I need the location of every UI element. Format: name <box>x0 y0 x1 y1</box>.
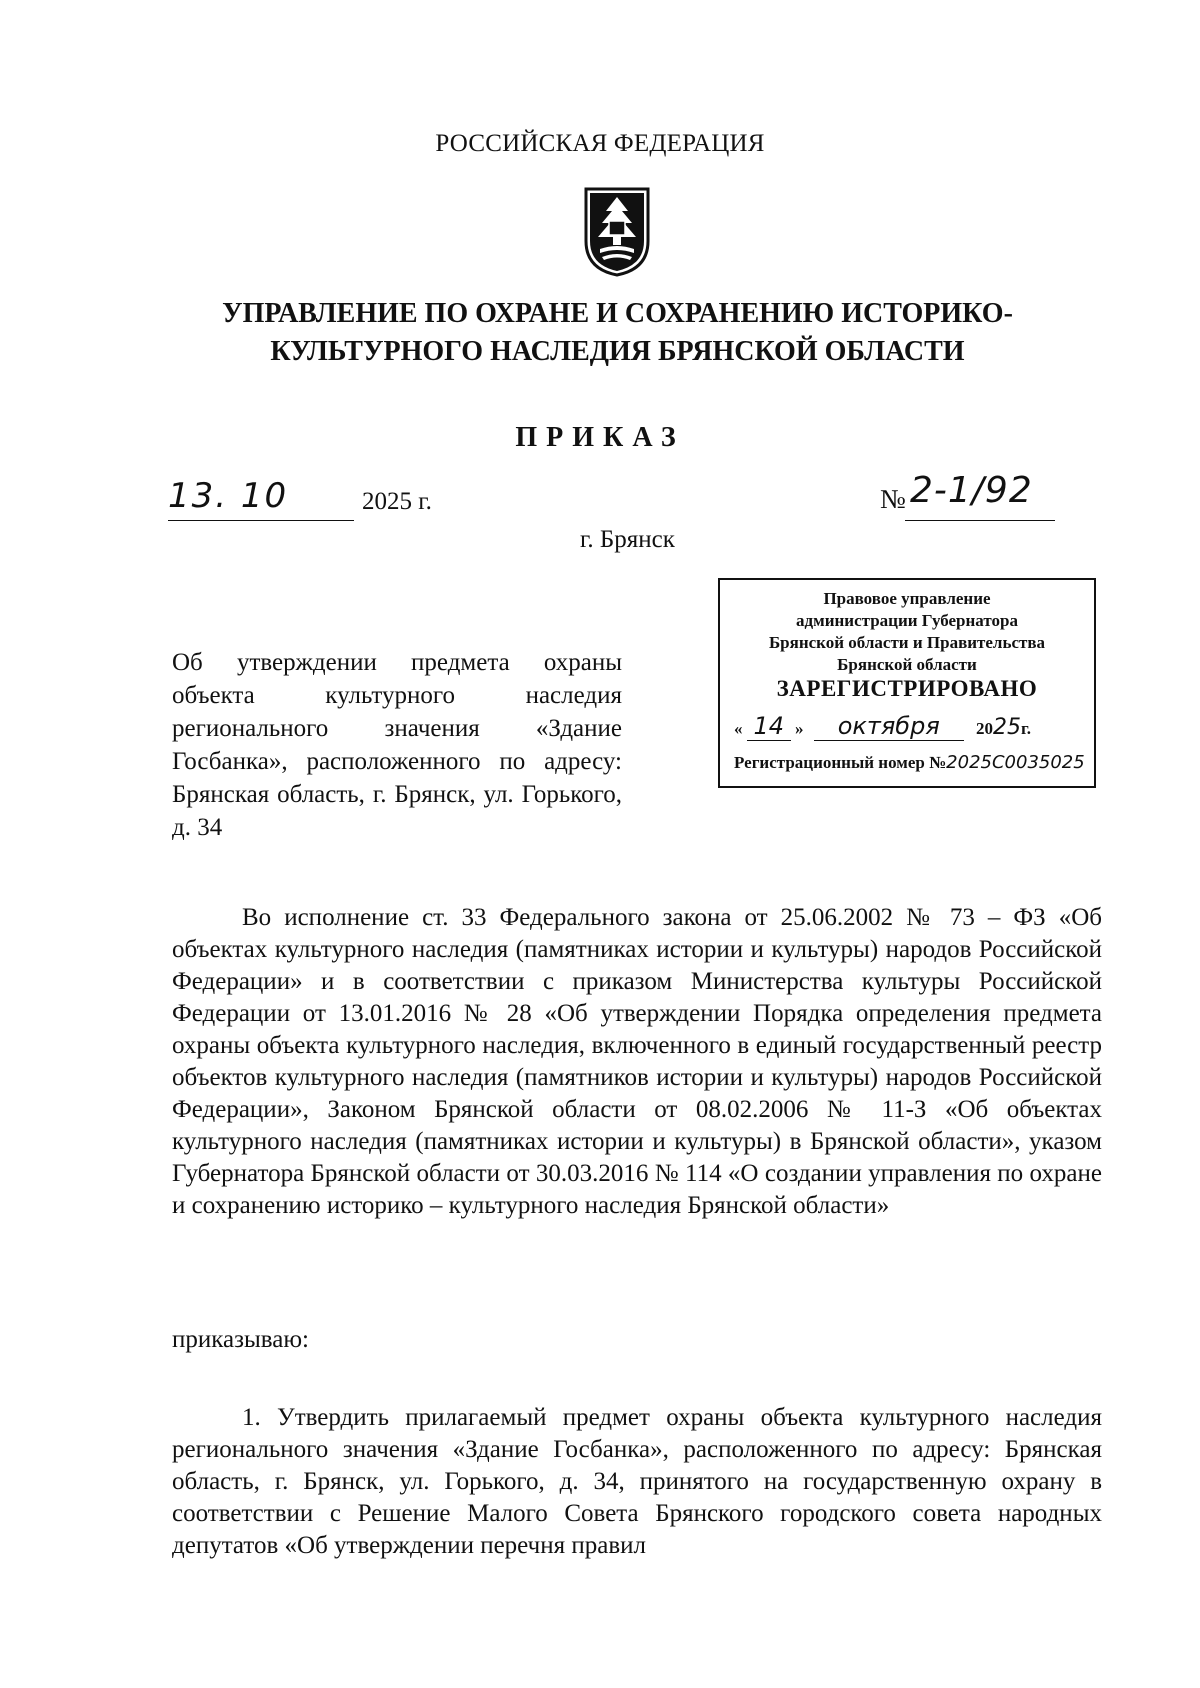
stamp-reg-label: Регистрационный номер № <box>734 753 947 772</box>
stamp-quote-open: « <box>734 719 743 738</box>
registration-stamp <box>718 578 1096 788</box>
order-subject: Об утверждении предмета охраны объекта культурного наследия регионального значения «Здание Госбанка», расположенного по адресу: Брянская область, г. Брянск, ул. Горького, д. 34 <box>172 649 622 841</box>
order-word: приказываю: <box>172 1326 309 1353</box>
stamp-year-prefix: 20 <box>976 719 993 738</box>
stamp-line4: Брянской области <box>837 655 977 674</box>
agency-name-line1: УПРАВЛЕНИЕ ПО ОХРАНЕ И СОХРАНЕНИЮ ИСТОРИКО- <box>222 298 1013 329</box>
preamble-paragraph: Во исполнение ст. 33 Федерального закона от 25.06.2002 № 73 – ФЗ «Об объектах культурного наследия (памятниках истории и культуры) народов Российской Федерации» и в соответствии с приказом Министерства культуры Российской Федерации от 13.01.2016 № 28 «Об утверждении Порядка определения предмета охраны объекта культурного наследия, включенного в единый государственный реестр объектов культурного наследия (памятников истории и культуры) народов Российской Федерации», Законом Брянской области от 08.02.2006 № 11-З «Об объектах культурного наследия (памятниках истории и культуры) в Брянской области», указом Губернатора Брянской области от 30.03.2016 № 114 «О создании управления по охране и сохранению историко – культурного наследия Брянской области» <box>172 904 1102 1219</box>
document-type: ПРИКАЗ <box>515 422 685 453</box>
order-number-handwritten: 2-1/92 <box>910 470 1033 511</box>
agency-name-line2: КУЛЬТУРНОГО НАСЛЕДИЯ БРЯНСКОЙ ОБЛАСТИ <box>270 336 965 367</box>
city: г. Брянск <box>580 526 675 553</box>
stamp-reg-number: 2025С0035025 <box>946 752 1085 773</box>
stamp-quote-close: » <box>795 719 804 738</box>
stamp-line2: администрации Губернатора <box>796 611 1018 630</box>
stamp-line1: Правовое управление <box>823 589 991 608</box>
stamp-month: октября <box>814 712 964 741</box>
date-underline <box>168 520 354 521</box>
number-sign: № <box>880 484 906 514</box>
order-year: 2025 г. <box>362 488 432 515</box>
stamp-line3: Брянской области и Правительства <box>768 633 1046 652</box>
stamp-date-row <box>734 712 1084 741</box>
agency-name <box>150 295 1085 371</box>
clause-1-paragraph: 1. Утвердить прилагаемый предмет охраны объекта культурного наследия регионального значения «Здание Госбанка», расположенного по адресу: Брянская область, г. Брянск, ул. Горького, д. 34, принятого на государственную охрану в соответствии с Решение Малого Совета Брянского городского совета народных депутатов «Об утверждении перечня правил <box>172 1404 1102 1559</box>
stamp-reg-row <box>734 752 1090 773</box>
stamp-registered: ЗАРЕГИСТРИРОВАНО <box>776 676 1038 701</box>
stamp-year-hand: 25 <box>993 715 1021 740</box>
stamp-day: 14 <box>747 712 791 741</box>
country-heading: РОССИЙСКАЯ ФЕДЕРАЦИЯ <box>435 130 765 157</box>
number-underline <box>905 520 1055 521</box>
coat-of-arms-icon <box>582 185 652 277</box>
order-date-handwritten: 13. 10 <box>168 476 289 516</box>
stamp-year-suffix: г. <box>1021 719 1032 738</box>
